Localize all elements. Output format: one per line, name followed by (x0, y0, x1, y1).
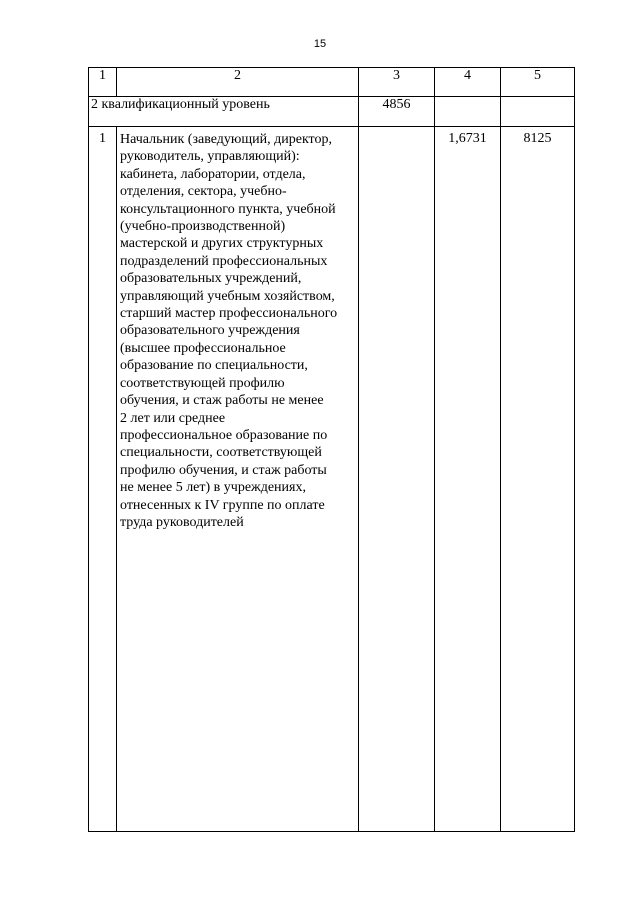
description-line: образовательных учреждений, (120, 271, 302, 287)
header-cell-2: 2 (117, 68, 359, 97)
description-line: мастерской и других структурных (120, 236, 324, 252)
qualification-level-empty-5 (501, 97, 575, 127)
table-header-row (89, 68, 575, 97)
description-line: профилю обучения, и стаж работы (120, 462, 327, 478)
header-cell-1: 1 (89, 68, 117, 97)
row-salary: 8125 (501, 127, 575, 832)
description-line: Начальник (заведующий, директор, (120, 132, 332, 147)
position-description (117, 127, 359, 832)
qualification-level-salary: 4856 (359, 97, 435, 127)
salary-table (88, 67, 575, 832)
table-row (89, 127, 575, 832)
row-col3 (359, 127, 435, 832)
header-cell-4: 4 (435, 68, 501, 97)
description-line: кабинета, лаборатории, отдела, (120, 166, 306, 182)
qualification-level-empty-4 (435, 97, 501, 127)
header-cell-5: 5 (501, 68, 575, 97)
qualification-level-row (89, 97, 575, 127)
description-line: отнесенных к IV группе по оплате (120, 497, 325, 513)
description-line: специальности, соответствующей (120, 445, 322, 461)
description-line: управляющий учебным хозяйством, (120, 288, 335, 304)
description-line: обучения, и стаж работы не менее (120, 393, 324, 409)
description-line: образовательного учреждения (120, 323, 300, 339)
description-line: 2 лет или среднее (120, 410, 226, 426)
row-coefficient: 1,6731 (435, 127, 501, 832)
header-cell-3: 3 (359, 68, 435, 97)
description-line: (учебно-производственной) (120, 219, 286, 235)
page-number: 15 (313, 38, 327, 50)
description-line: (высшее профессиональное (120, 340, 286, 356)
row-number: 1 (89, 127, 117, 832)
description-line: руководитель, управляющий): (120, 149, 300, 165)
description-line: труда руководителей (120, 514, 244, 530)
description-line: образование по специальности, (120, 358, 308, 374)
description-line: консультационного пункта, учебной (120, 201, 336, 217)
description-line: профессиональное образование по (120, 427, 328, 443)
description-line: отделения, сектора, учебно- (120, 184, 287, 200)
description-line: соответствующей профилю (120, 375, 285, 391)
qualification-level-title: 2 квалификационный уровень (89, 97, 359, 127)
description-line: не менее 5 лет) в учреждениях, (120, 480, 306, 496)
description-line: старший мастер профессионального (120, 306, 338, 322)
description-line: подразделений профессиональных (120, 253, 328, 269)
